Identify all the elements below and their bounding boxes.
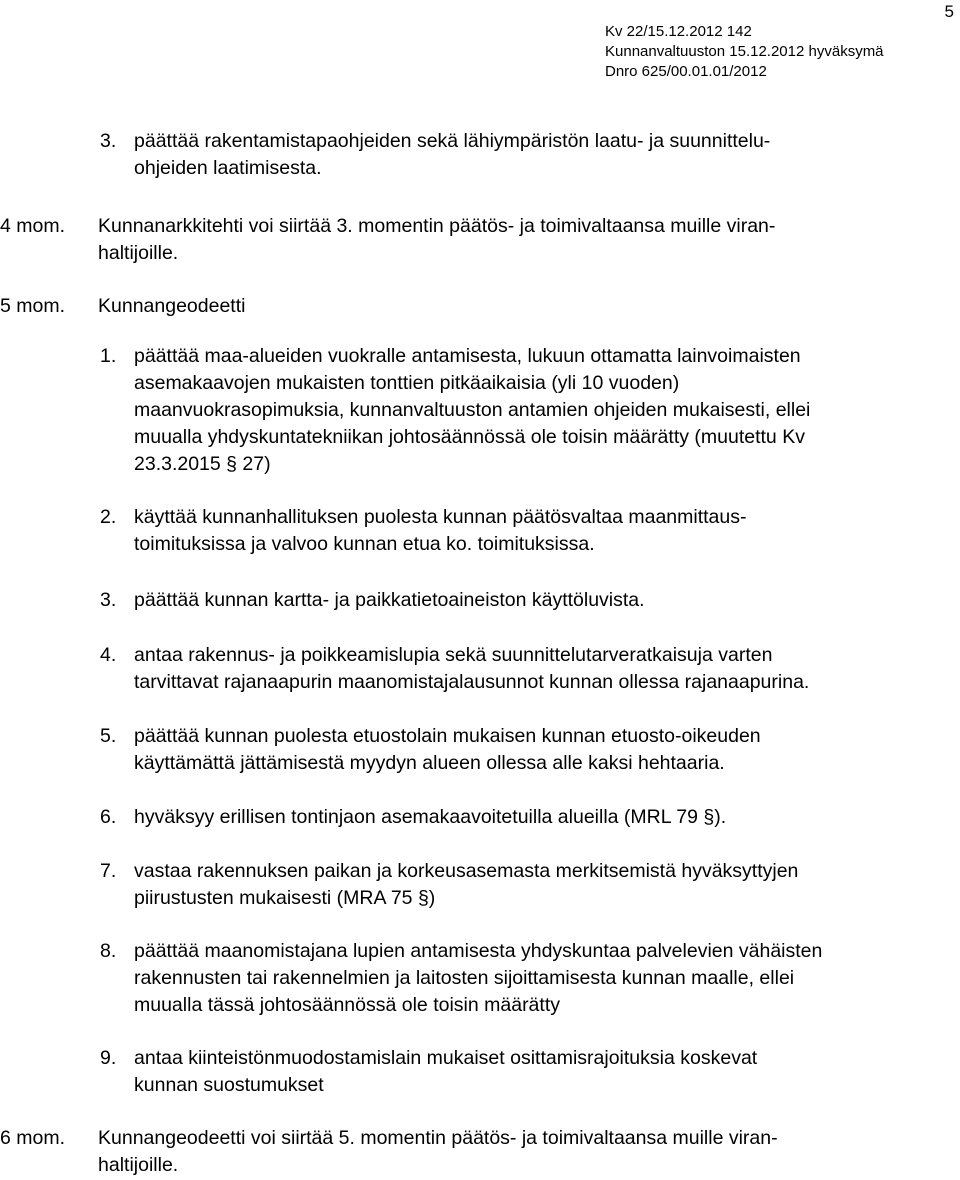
list-item-9 [134, 1045, 757, 1099]
list-item-3 [134, 587, 645, 614]
mom-5-title: Kunnangeodeetti [98, 295, 246, 317]
list-item-5-number: 5. [100, 725, 117, 747]
list-item-7-line-2: piirustusten mukaisesti (MRA 75 §) [134, 887, 436, 909]
list-item-8-line-3: muualla tässä johtosäännössä ole toisin määrätty [134, 994, 560, 1016]
list-item-9-line-2: kunnan suostumukset [134, 1074, 324, 1096]
list-item-5-line-1: päättää kunnan puolesta etuostolain mukaisen kunnan etuosto-oikeuden [134, 725, 761, 747]
item-3-line-2: ohjeiden laatimisesta. [134, 157, 322, 179]
list-item-7 [134, 858, 798, 912]
list-item-2 [134, 504, 746, 558]
list-item-1-number: 1. [100, 345, 117, 367]
header-line-3: Dnro 625/00.01.01/2012 [605, 63, 767, 80]
list-item-1-line-4: muualla yhdyskuntatekniikan johtosäännössä ole toisin määrätty (muutettu Kv [134, 426, 805, 448]
list-item-4-line-2: tarvittavat rajanaapurin maanomistajalausunnot kunnan ollessa rajanaapurina. [134, 671, 810, 693]
list-item-4 [134, 642, 809, 696]
list-item-6-number: 6. [100, 806, 117, 828]
list-item-2-line-1: käyttää kunnanhallituksen puolesta kunnan päätösvaltaa maanmittaus- [134, 506, 747, 528]
list-item-3-line-1: päättää kunnan kartta- ja paikkatietoaineiston käyttöluvista. [134, 589, 645, 611]
list-item-4-number: 4. [100, 644, 117, 666]
item-3-line-1: päättää rakentamistapaohjeiden sekä lähiympäristön laatu- ja suunnittelu- [134, 130, 771, 152]
mom-6-line-1: Kunnangeodeetti voi siirtää 5. momentin päätös- ja toimivaltaansa muille viran- [98, 1127, 778, 1149]
list-item-7-number: 7. [100, 860, 117, 882]
list-item-2-line-2: toimituksissa ja valvoo kunnan etua ko. toimituksissa. [134, 533, 595, 555]
list-item-8 [134, 938, 822, 1019]
list-item-1 [134, 343, 810, 478]
list-item-8-line-2: rakennusten tai rakennelmien ja laitosten sijoittamisesta kunnan maalle, ellei [134, 967, 795, 989]
list-item-9-line-1: antaa kiinteistönmuodostamislain mukaiset osittamisrajoituksia koskevat [134, 1047, 758, 1069]
item-3-text [134, 128, 770, 182]
mom-5-label: 5 mom. [0, 295, 66, 317]
list-item-8-line-1: päättää maanomistajana lupien antamisesta yhdyskuntaa palvelevien vähäisten [134, 940, 823, 962]
list-item-4-line-1: antaa rakennus- ja poikkeamislupia sekä suunnittelutarveratkaisuja varten [134, 644, 773, 666]
header-line-1: Kv 22/15.12.2012 142 [605, 23, 752, 40]
mom-6-line-2: haltijoille. [98, 1154, 179, 1176]
list-item-6 [134, 804, 726, 831]
list-item-1-line-3: maanvuokrasopimuksia, kunnanvaltuuston antamien ohjeiden mukaisesti, ellei [134, 399, 811, 421]
document-header [605, 22, 884, 82]
mom-6-label: 6 mom. [0, 1127, 66, 1149]
mom-4-label: 4 mom. [0, 215, 66, 237]
list-item-3-number: 3. [100, 589, 117, 611]
list-item-2-number: 2. [100, 506, 117, 528]
list-item-6-line-1: hyväksyy erillisen tontinjaon asemakaavoitetuilla alueilla (MRL 79 §). [134, 806, 727, 828]
list-item-7-line-1: vastaa rakennuksen paikan ja korkeusasemasta merkitsemistä hyväksyttyjen [134, 860, 799, 882]
page-number: 5 [944, 2, 954, 21]
list-item-5-line-2: käyttämättä jättämisestä myydyn alueen ollessa alle kaksi hehtaaria. [134, 752, 725, 774]
list-item-9-number: 9. [100, 1047, 117, 1069]
mom-4-line-1: Kunnanarkkitehti voi siirtää 3. momentin päätös- ja toimivaltaansa muille viran- [98, 215, 776, 237]
list-item-5 [134, 723, 761, 777]
mom-4-line-2: haltijoille. [98, 242, 179, 264]
mom-4-text [98, 213, 775, 267]
list-item-1-line-5: 23.3.2015 § 27) [134, 453, 271, 475]
mom-6-text [98, 1125, 778, 1179]
item-3-number: 3. [100, 130, 117, 152]
list-item-8-number: 8. [100, 940, 117, 962]
list-item-1-line-1: päättää maa-alueiden vuokralle antamisesta, lukuun ottamatta lainvoimaisten [134, 345, 801, 367]
list-item-1-line-2: asemakaavojen mukaisten tonttien pitkäaikaisia (yli 10 vuoden) [134, 372, 680, 394]
header-line-2: Kunnanvaltuuston 15.12.2012 hyväksymä [605, 43, 884, 60]
